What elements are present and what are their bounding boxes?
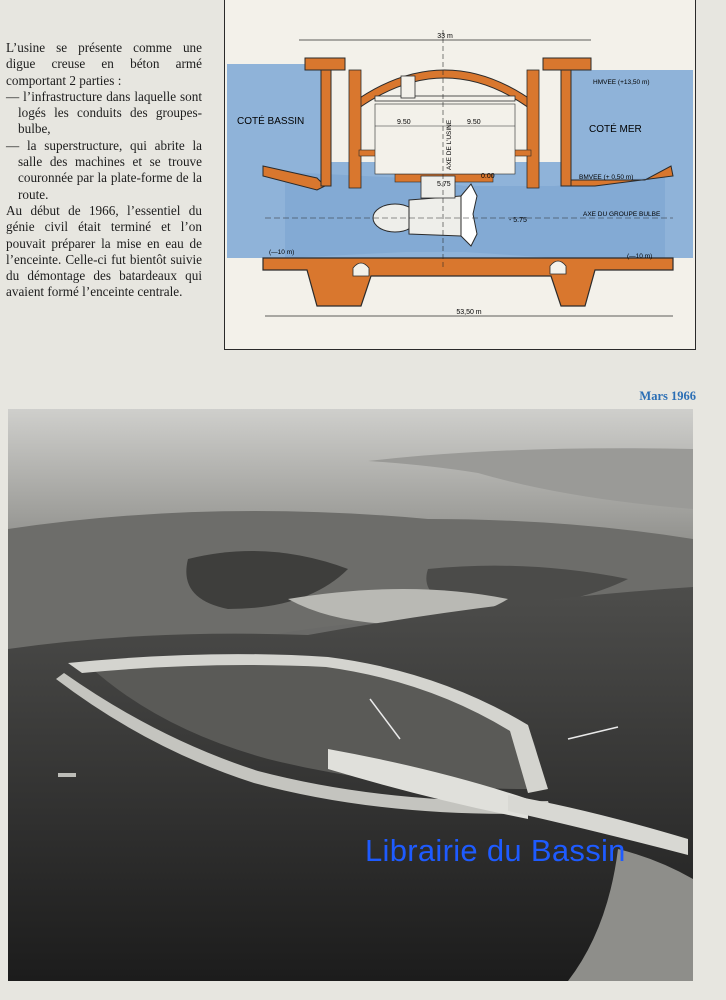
photo-date-caption: Mars 1966 [639,389,696,403]
cross-section-svg [225,0,695,350]
label-axe-groupe: AXE DU GROUPE BULBE [583,211,661,218]
label-top-dimension: 33 m [437,33,453,40]
intro-paragraph-2: Au début de 1966, l’essentiel du génie civil était terminé et l’on pouvait préparer la mise en eau de l’enceinte. Celle-ci fut bientôt suivie du démontage des batardeaux qui avaient formé l’enceinte centrale. [6,202,202,300]
slab-gallery-right [550,261,566,274]
photo-main-water [8,587,693,981]
left-top-cap [305,58,345,70]
intro-text [6,40,202,301]
label-950-left: 9.50 [397,119,411,126]
foundation-slab [263,258,673,306]
machine-hall-arch [351,70,537,108]
label-level-right: (—10 m) [627,253,653,260]
label-hmvee: HMVEE (+13,50 m) [593,79,650,86]
right-top-cap [543,58,591,70]
label-axe-usine: AXE DE L’USINE [446,119,453,170]
label-950-right: 9.50 [467,119,481,126]
label-cote-bassin: COTÉ BASSIN [237,116,305,127]
aerial-photograph [8,409,693,981]
left-outer-wall [321,70,331,186]
intro-item-infrastructure: — l’infrastructure dans laquelle sont logés les conduits des groupes-bulbe, [6,88,202,137]
label-minus-575: - 5.75 [509,217,527,224]
crane-hoist [401,76,415,98]
label-bmvee: BMVEE (+ 0,50 m) [579,174,634,181]
label-575: 5.75 [437,181,451,188]
machine-hall-room [375,104,515,174]
aerial-photo-svg [8,409,693,981]
label-cote-mer: COTÉ MER [589,124,642,135]
photo-boat [58,773,76,777]
crane-girder [375,96,515,101]
intro-lead: L’usine se présente comme une digue creuse en béton armé comportant 2 parties : [6,40,202,88]
intro-item-superstructure: — la superstructure, qui abrite la salle des machines et se trouve couronnée par la plate-forme de la route. [6,137,202,202]
label-bottom-dimension: 53,50 m [456,309,482,316]
watermark: Librairie du Bassin [365,833,626,868]
label-000: 0.00 [481,173,495,180]
right-outer-wall [561,70,571,186]
label-level-left: (—10 m) [269,249,295,256]
cross-section-diagram [224,0,696,350]
inner-column-left [349,70,361,188]
slab-gallery-left [353,263,369,276]
inner-column-right [527,70,539,188]
